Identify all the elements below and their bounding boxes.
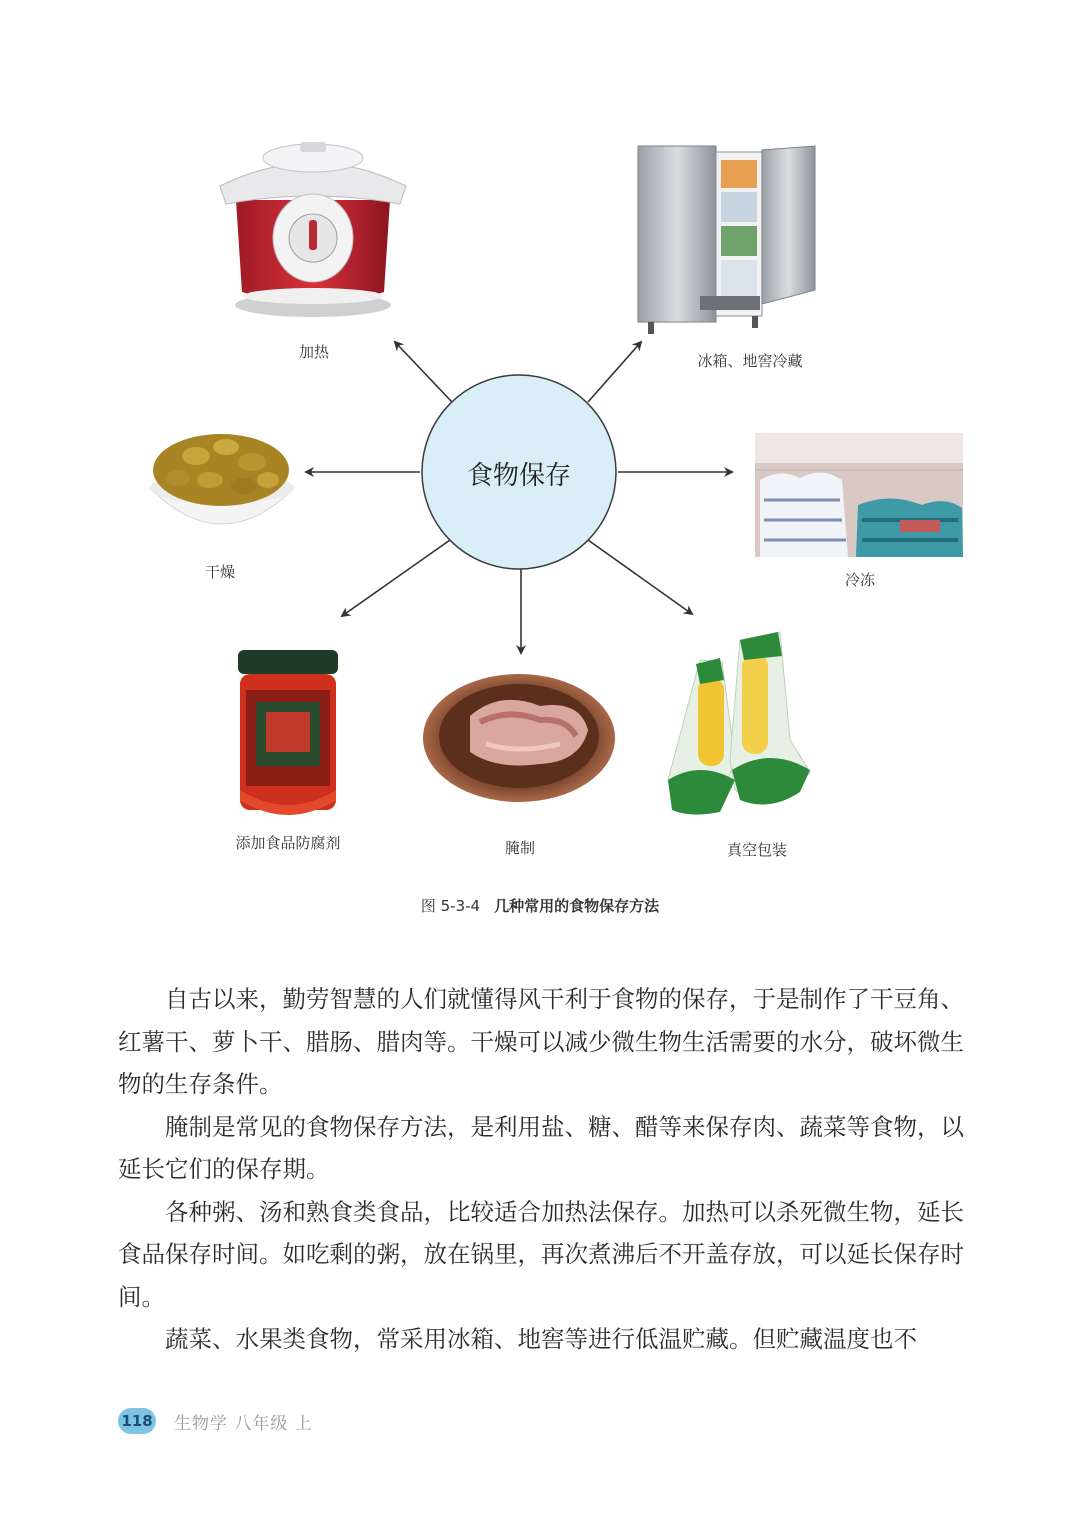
fridge-image xyxy=(638,146,815,334)
preservative-jar-image xyxy=(238,650,338,815)
center-label: 食物保存 xyxy=(466,461,571,491)
arrow-vacuum xyxy=(588,540,692,614)
figure-caption xyxy=(0,895,1080,916)
label-freezing: 冷冻 xyxy=(844,571,875,589)
page-footer xyxy=(118,1406,313,1436)
book-title: 生物学 八年级 上 xyxy=(174,1413,313,1434)
paragraph: 自古以来，勤劳智慧的人们就懂得风干利于食物的保存，于是制作了干豆角、红薯干、萝卜干、腊肠、腊肉等。干燥可以减少微生物生活需要的水分，破坏微生物的生存条件。 xyxy=(118,985,964,1098)
arrow-heating xyxy=(395,342,452,402)
label-vacuum: 真空包装 xyxy=(726,841,787,859)
freezer-image xyxy=(755,433,963,557)
paragraph: 腌制是常见的食物保存方法，是利用盐、糖、醋等来保存肉、蔬菜等食物，以延长它们的保存期。 xyxy=(118,1112,964,1183)
arrow-preservative xyxy=(342,540,450,616)
rice-cooker-image xyxy=(220,142,406,317)
label-curing: 腌制 xyxy=(504,839,535,857)
label-heating: 加热 xyxy=(298,343,329,361)
label-preservative: 添加食品防腐剂 xyxy=(235,834,341,852)
body-text xyxy=(118,978,964,1361)
raisins-image xyxy=(150,434,294,524)
vacuum-corn-image xyxy=(668,632,810,815)
label-fridge: 冰箱、地窖冷藏 xyxy=(697,352,803,370)
label-drying: 干燥 xyxy=(204,563,235,581)
page-number-badge: 118 xyxy=(118,1408,156,1434)
cured-meat-image xyxy=(423,674,615,802)
paragraph: 各种粥、汤和熟食类食品，比较适合加热法保存。加热可以杀死微生物，延长食品保存时间。如吃剩的粥，放在锅里，再次煮沸后不开盖存放，可以延长保存时间。 xyxy=(118,1197,964,1311)
figure-number: 图 5-3-4 xyxy=(420,897,481,915)
paragraph: 蔬菜、水果类食物，常采用冰箱、地窖等进行低温贮藏。但贮藏温度也不 xyxy=(165,1325,917,1353)
figure-title: 几种常用的食物保存方法 xyxy=(494,897,660,915)
arrow-fridge xyxy=(588,342,641,402)
